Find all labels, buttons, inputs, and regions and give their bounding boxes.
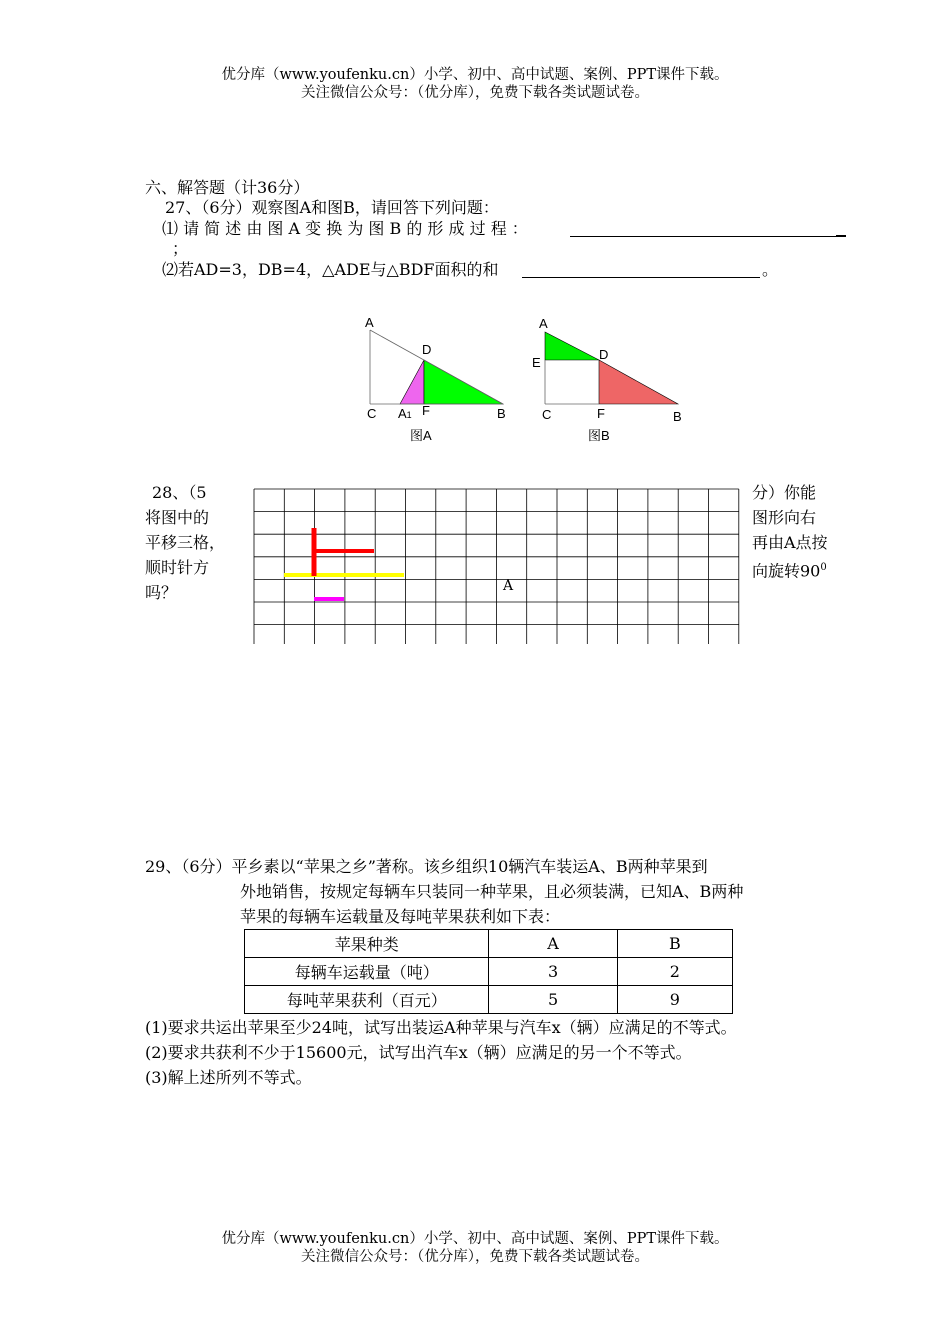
q28-degree-sup: 0 [820,562,827,573]
table-cell: 每辆车运载量（吨） [245,958,489,986]
fig-a-label-c: C [367,406,377,421]
q27-part2: ⑵若AD=3，DB=4，△ADE与△BDF面积的和 [162,260,499,279]
q29-line-1: 29、（6分）平乡素以“苹果之乡”著称。该乡组织10辆汽车装运A、B两种苹果到 [145,857,708,876]
q28-left-line-1: 28、（5 [152,483,207,502]
grid-point-a-label: A [503,578,514,594]
fig-b-label-b: B [673,409,682,424]
table-header-cell: A [489,930,617,958]
q27-part1-end: ； [172,239,189,258]
fig-a-label-a: A [365,315,374,330]
fig-b-green-triangle [545,332,599,360]
fig-a-label-a1-main: A [398,406,407,421]
q28-right-line-1: 分）你能 [752,483,817,502]
q29-line-3: 苹果的每辆车运载量及每吨苹果获利如下表： [240,907,561,926]
q28-right-line-4-text: 向旋转90 [752,561,821,581]
figure-a [370,330,503,404]
fig-b-label-a: A [539,316,548,331]
q28-left-line-5: 吗？ [145,583,178,602]
table-row [245,986,733,1014]
header-line-1: 优分库（www.youfenku.cn）小学、初中、高中试题、案例、PPT课件下载。 [221,67,729,83]
section-title: 六、解答题（计36分） [145,178,310,197]
fig-a-caption: 图A [410,428,432,443]
q29-sub-1: (1)要求共运出苹果至少24吨，试写出装运A种苹果与汽车x（辆）应满足的不等式。 [145,1018,737,1037]
q29-table [244,929,733,1014]
q27-stem: 27、（6分）观察图A和图B，请回答下列问题： [165,198,499,217]
fig-b-label-e: E [532,355,541,370]
q28-left-line-2: 将图中的 [145,508,210,527]
table-row [245,958,733,986]
table-header-cell: B [617,930,732,958]
q27-part2-end: 。 [762,260,779,279]
q28-right-line-3: 再由A点按 [752,533,828,552]
table-header-cell: 苹果种类 [245,930,489,958]
fig-a-label-d: D [422,342,432,357]
table-cell: 每吨苹果获利（百元） [245,986,489,1014]
q28-right-line-2: 图形向右 [752,508,817,527]
fig-b-label-c: C [542,407,552,422]
fig-a-label-a1 [398,406,412,421]
fig-a-label-b: B [497,406,506,421]
fig-b-label-d: D [599,347,609,362]
fig-a-label-f: F [422,403,430,418]
q28-left-line-3: 平移三格， [145,533,226,552]
header-line-2: 关注微信公众号：（优分库），免费下载各类试题试卷。 [301,85,649,101]
table-cell: 5 [489,986,617,1014]
table-cell: 9 [617,986,732,1014]
table-cell: 2 [617,958,732,986]
footer-line-2: 关注微信公众号：（优分库），免费下载各类试题试卷。 [301,1249,649,1265]
q29-line-2: 外地销售，按规定每辆车只装同一种苹果，且必须装满，已知A、B两种 [240,882,744,901]
q29-sub-2: (2)要求共获利不少于15600元，试写出汽车x（辆）应满足的另一个不等式。 [145,1043,692,1062]
q28-grid [250,486,742,644]
fig-b-label-f: F [597,406,605,421]
table-header-row [245,930,733,958]
fig-a-magenta-triangle [400,360,424,404]
fig-a-label-a1-sub: 1 [406,410,412,420]
table-cell: 3 [489,958,617,986]
fig-b-caption: 图B [588,428,610,443]
q29-sub-3: (3)解上述所列不等式。 [145,1068,312,1087]
q27-part1: ⑴ 请 简 述 由 图 A 变 换 为 图 B 的 形 成 过 程 ： [162,219,528,238]
footer-line-1: 优分库（www.youfenku.cn）小学、初中、高中试题、案例、PPT课件下载。 [221,1231,729,1247]
grid-lines [254,489,739,644]
q28-right-line-4 [752,558,827,581]
fig-b-red-triangle [599,360,678,404]
figure-b [545,332,678,404]
q28-left-line-4: 顺时针方 [145,558,210,577]
